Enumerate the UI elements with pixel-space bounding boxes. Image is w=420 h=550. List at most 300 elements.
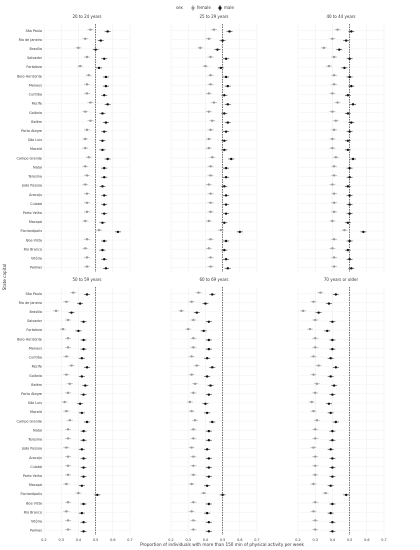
point-male	[77, 330, 79, 332]
point-male	[103, 212, 105, 214]
point-male	[106, 103, 108, 105]
point-male	[216, 48, 218, 50]
point-male	[347, 140, 349, 142]
panel-3	[298, 14, 384, 272]
point-male	[208, 530, 210, 532]
point-female	[209, 165, 211, 167]
y-tick-label: Palmas	[29, 265, 42, 270]
point-male	[331, 457, 333, 459]
y-tick-label: Natal	[33, 165, 42, 170]
point-female	[190, 410, 192, 412]
point-female	[55, 310, 57, 312]
point-female	[98, 229, 100, 231]
y-tick-label: Goiânia	[29, 373, 42, 378]
point-female	[84, 165, 86, 167]
point-male	[208, 439, 210, 441]
point-male	[208, 503, 210, 505]
legend-female-label: female	[197, 5, 211, 10]
point-female	[331, 183, 333, 185]
point-female	[208, 247, 210, 249]
point-female	[67, 501, 69, 503]
y-tick-label: Florianópolis	[20, 229, 42, 234]
point-female	[208, 92, 210, 94]
x-tick-label: 0.5	[346, 538, 353, 542]
point-female	[209, 238, 211, 240]
point-male	[82, 503, 84, 505]
point-female	[209, 192, 211, 194]
point-male	[335, 293, 337, 295]
point-female	[86, 192, 88, 194]
point-female	[89, 120, 91, 122]
y-tick-label: Campo Grande	[16, 156, 42, 161]
point-male	[329, 485, 331, 487]
point-female	[312, 446, 314, 448]
y-tick-label: São Paulo	[25, 28, 42, 33]
point-male	[209, 384, 211, 386]
point-male	[105, 121, 107, 123]
y-tick-label: Vitória	[30, 256, 42, 261]
point-female	[331, 147, 333, 149]
point-male	[350, 121, 352, 123]
panel-title: 40 to 44 years	[326, 14, 356, 19]
point-female	[314, 455, 316, 457]
point-female	[72, 291, 74, 293]
point-male	[225, 212, 227, 214]
point-female	[67, 528, 69, 530]
point-male	[348, 212, 350, 214]
point-male	[223, 249, 225, 251]
point-male	[81, 357, 83, 359]
y-tick-label: Palmas	[29, 528, 42, 533]
point-female	[314, 465, 316, 467]
y-tick-label: Macapá	[28, 483, 42, 488]
point-male	[228, 30, 230, 32]
point-female	[86, 238, 88, 240]
point-male	[82, 348, 84, 350]
point-female	[67, 437, 69, 439]
y-tick-label: Rio Branco	[23, 510, 42, 515]
legend-male-marker	[218, 6, 221, 9]
y-tick-label: Teresina	[28, 174, 42, 179]
point-female	[220, 229, 222, 231]
point-male	[348, 58, 350, 60]
point-male	[227, 267, 229, 269]
point-female	[192, 428, 194, 430]
point-female	[312, 510, 314, 512]
x-tick-label: 0.7	[381, 538, 387, 542]
point-female	[192, 501, 194, 503]
point-female	[197, 291, 199, 293]
point-male	[101, 185, 103, 187]
point-male	[103, 258, 105, 260]
point-male	[227, 103, 229, 105]
point-male	[105, 85, 107, 87]
point-male	[204, 403, 206, 405]
point-male	[223, 94, 225, 96]
point-male	[348, 240, 350, 242]
y-tick-label: Belém	[31, 382, 42, 387]
point-male	[206, 512, 208, 514]
point-female	[84, 220, 86, 222]
point-male	[223, 185, 225, 187]
point-male	[225, 258, 227, 260]
y-tick-label: Vitória	[30, 519, 42, 524]
point-male	[208, 457, 210, 459]
point-female	[333, 256, 335, 258]
y-tick-label: Goiânia	[29, 110, 42, 115]
point-male	[70, 311, 72, 313]
y-tick-label: Porto Velho	[22, 473, 42, 478]
point-male	[206, 375, 208, 377]
point-female	[77, 47, 79, 49]
point-female	[86, 129, 88, 131]
y-tick-label: Rio de Janeiro	[18, 37, 42, 42]
y-tick-label: São Luís	[27, 401, 42, 406]
point-male	[333, 384, 335, 386]
point-male	[208, 321, 210, 323]
point-female	[333, 211, 335, 213]
point-male	[208, 521, 210, 523]
point-male	[208, 348, 210, 350]
point-female	[314, 437, 316, 439]
point-male	[79, 302, 81, 304]
point-female	[192, 437, 194, 439]
point-female	[333, 129, 335, 131]
point-male	[348, 76, 350, 78]
y-tick-label: Maceió	[30, 410, 42, 415]
point-female	[333, 83, 335, 85]
point-female	[84, 138, 86, 140]
point-male	[96, 494, 98, 496]
y-tick-label: Aracaju	[29, 455, 42, 460]
point-male	[331, 430, 333, 432]
point-male	[225, 58, 227, 60]
y-tick-label: Porto Alegre	[21, 391, 42, 396]
point-male	[331, 503, 333, 505]
point-female	[202, 492, 204, 494]
x-tick-label: 0.3	[58, 538, 64, 542]
point-female	[336, 101, 338, 103]
point-female	[208, 138, 210, 140]
panels	[16, 14, 386, 542]
point-male	[329, 357, 331, 359]
point-female	[314, 346, 316, 348]
point-male	[103, 194, 105, 196]
point-female	[331, 247, 333, 249]
point-male	[223, 140, 225, 142]
point-female	[199, 47, 201, 49]
point-female	[89, 28, 91, 30]
y-tick-label: Cuiabá	[30, 201, 42, 206]
point-female	[314, 337, 316, 339]
point-male	[101, 222, 103, 224]
point-male	[331, 393, 333, 395]
point-female	[211, 120, 213, 122]
y-tick-label: Maceió	[30, 147, 42, 152]
point-female	[69, 383, 71, 385]
point-male	[101, 149, 103, 151]
point-female	[316, 419, 318, 421]
point-female	[309, 328, 311, 330]
y-tick-label: São Luís	[27, 138, 42, 143]
point-female	[333, 265, 335, 267]
point-female	[180, 310, 182, 312]
point-female	[314, 319, 316, 321]
x-tick-label: 0.6	[110, 538, 116, 542]
point-female	[187, 328, 189, 330]
y-tick-label: Belém	[31, 119, 42, 124]
point-male	[221, 494, 223, 496]
point-female	[192, 474, 194, 476]
panel-title: 20 to 24 years	[72, 14, 102, 19]
point-female	[333, 202, 335, 204]
point-female	[208, 220, 210, 222]
point-male	[103, 58, 105, 60]
point-male	[347, 185, 349, 187]
x-tick-label: 0.3	[185, 538, 191, 542]
y-tick-label: Campo Grande	[16, 419, 42, 424]
point-female	[314, 519, 316, 521]
legend	[176, 5, 234, 11]
point-female	[65, 410, 67, 412]
y-tick-label: Teresina	[28, 437, 42, 442]
point-female	[79, 65, 81, 67]
point-male	[239, 231, 241, 233]
point-male	[347, 112, 349, 114]
point-female	[67, 519, 69, 521]
panel-6	[295, 277, 386, 542]
point-female	[86, 256, 88, 258]
y-tick-label: Boa Vista	[26, 501, 42, 506]
y-axis-title: State capital	[2, 263, 7, 291]
point-female	[343, 229, 345, 231]
x-tick-label: 0.2	[168, 538, 174, 542]
point-male	[348, 258, 350, 260]
point-female	[312, 355, 314, 357]
point-male	[331, 530, 333, 532]
point-female	[194, 383, 196, 385]
y-tick-label: Fortaleza	[26, 65, 42, 70]
y-tick-label: Recife	[31, 364, 42, 369]
y-tick-label: Macapá	[28, 220, 42, 225]
point-male	[82, 466, 84, 468]
point-male	[81, 412, 83, 414]
point-female	[314, 474, 316, 476]
point-female	[194, 419, 196, 421]
point-male	[220, 67, 222, 69]
point-male	[82, 457, 84, 459]
point-female	[209, 256, 211, 258]
y-tick-label: Natal	[33, 428, 42, 433]
point-male	[82, 430, 84, 432]
point-male	[79, 403, 81, 405]
point-female	[319, 291, 321, 293]
point-male	[105, 76, 107, 78]
point-male	[211, 366, 213, 368]
point-male	[331, 466, 333, 468]
y-tick-label: Belo Horizonte	[17, 337, 42, 342]
y-tick-label: Rio de Janeiro	[18, 300, 42, 305]
point-male	[347, 149, 349, 151]
point-male	[328, 403, 330, 405]
point-male	[347, 222, 349, 224]
point-female	[333, 56, 335, 58]
point-female	[208, 147, 210, 149]
point-male	[331, 439, 333, 441]
point-male	[225, 194, 227, 196]
point-male	[350, 30, 352, 32]
point-male	[352, 158, 354, 160]
point-female	[209, 202, 211, 204]
x-tick-label: 0.2	[295, 538, 301, 542]
point-female	[86, 211, 88, 213]
point-male	[225, 240, 227, 242]
panel-2	[171, 14, 257, 272]
point-female	[209, 83, 211, 85]
point-male	[347, 249, 349, 251]
point-male	[345, 39, 347, 41]
y-tick-label: Florianópolis	[20, 492, 42, 497]
point-male	[82, 339, 84, 341]
point-female	[86, 92, 88, 94]
point-male	[101, 249, 103, 251]
point-male	[196, 311, 198, 313]
point-female	[331, 110, 333, 112]
point-male	[343, 67, 345, 69]
point-female	[333, 165, 335, 167]
point-female	[190, 301, 192, 303]
point-female	[67, 465, 69, 467]
y-tick-label: Manaus	[28, 83, 42, 88]
point-female	[86, 83, 88, 85]
point-male	[348, 203, 350, 205]
point-female	[312, 410, 314, 412]
point-male	[82, 521, 84, 523]
y-tick-label: Curitiba	[28, 92, 42, 97]
point-male	[331, 475, 333, 477]
point-female	[84, 110, 86, 112]
y-tick-label: Boa Vista	[26, 238, 42, 243]
point-female	[190, 446, 192, 448]
point-male	[350, 267, 352, 269]
point-female	[65, 301, 67, 303]
panel-title: 70 years or older	[323, 277, 359, 282]
x-axis-title: Proportion of individuals with more than 150 min of physical activity per week	[140, 542, 304, 547]
point-female	[192, 455, 194, 457]
point-male	[82, 530, 84, 532]
y-tick-label: Belo Horizonte	[17, 74, 42, 79]
point-male	[86, 421, 88, 423]
point-female	[333, 238, 335, 240]
point-male	[211, 293, 213, 295]
point-male	[208, 430, 210, 432]
point-female	[67, 337, 69, 339]
y-tick-label: Fortaleza	[26, 328, 42, 333]
point-male	[81, 448, 83, 450]
point-female	[213, 28, 215, 30]
point-female	[86, 202, 88, 204]
point-female	[209, 56, 211, 58]
point-female	[209, 74, 211, 76]
point-female	[331, 220, 333, 222]
point-male	[208, 393, 210, 395]
point-female	[196, 364, 198, 366]
point-female	[211, 156, 213, 158]
panel-title: 60 to 69 years	[199, 277, 229, 282]
point-male	[103, 94, 105, 96]
point-male	[101, 112, 103, 114]
point-female	[84, 147, 86, 149]
point-female	[70, 364, 72, 366]
legend-title: sex	[176, 5, 183, 10]
point-male	[225, 167, 227, 169]
point-female	[333, 174, 335, 176]
point-female	[311, 401, 313, 403]
point-male	[362, 231, 364, 233]
point-female	[192, 519, 194, 521]
point-male	[348, 130, 350, 132]
point-female	[63, 401, 65, 403]
y-tick-label: João Pessoa	[22, 183, 42, 188]
point-male	[225, 176, 227, 178]
point-female	[67, 319, 69, 321]
point-female	[189, 401, 191, 403]
y-tick-label: Brasília	[29, 309, 42, 314]
point-female	[331, 38, 333, 40]
point-male	[329, 448, 331, 450]
point-female	[86, 56, 88, 58]
point-male	[329, 512, 331, 514]
panel-title: 50 to 59 years	[72, 277, 102, 282]
point-male	[348, 194, 350, 196]
point-female	[208, 110, 210, 112]
legend-female-marker	[191, 6, 194, 9]
point-male	[204, 302, 206, 304]
point-male	[335, 366, 337, 368]
point-male	[206, 448, 208, 450]
y-tick-label: Aracaju	[29, 192, 42, 197]
point-female	[67, 392, 69, 394]
point-male	[84, 384, 86, 386]
point-male	[206, 412, 208, 414]
point-female	[192, 319, 194, 321]
y-tick-label: Salvador	[27, 56, 42, 61]
point-female	[62, 328, 64, 330]
point-male	[94, 48, 96, 50]
point-female	[317, 364, 319, 366]
panel-4	[16, 277, 132, 542]
point-male	[348, 167, 350, 169]
point-female	[302, 310, 304, 312]
point-male	[105, 267, 107, 269]
panel-1	[16, 14, 130, 272]
point-male	[106, 30, 108, 32]
point-male	[221, 39, 223, 41]
point-female	[333, 192, 335, 194]
point-female	[84, 183, 86, 185]
point-male	[329, 375, 331, 377]
point-female	[84, 247, 86, 249]
point-female	[204, 65, 206, 67]
x-tick-label: 0.3	[312, 538, 318, 542]
point-female	[312, 301, 314, 303]
y-tick-label: Brasília	[29, 46, 42, 51]
point-male	[82, 393, 84, 395]
point-male	[208, 339, 210, 341]
point-female	[312, 373, 314, 375]
point-male	[223, 149, 225, 151]
y-tick-label: João Pessoa	[22, 446, 42, 451]
